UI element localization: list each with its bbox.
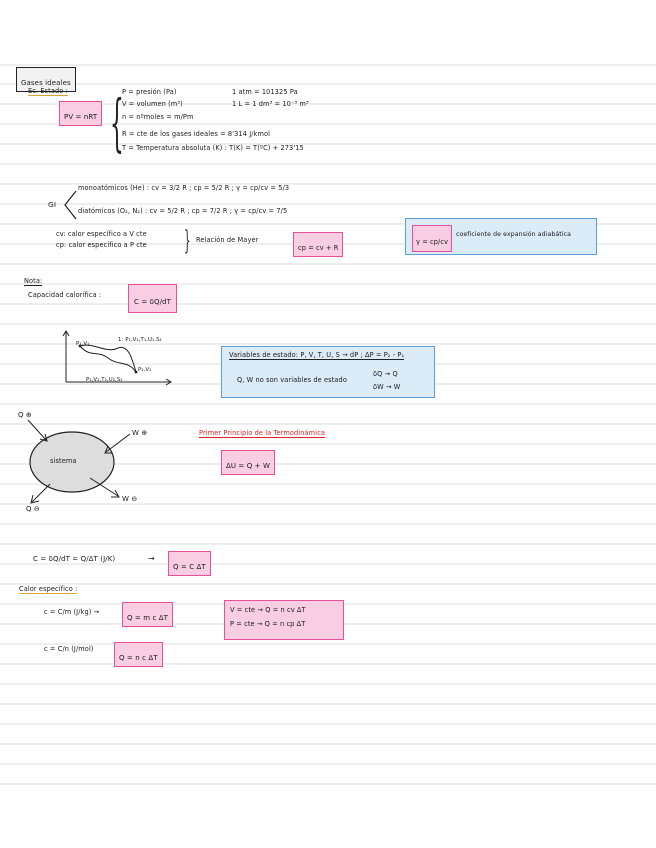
- c-mass-result-box: [122, 602, 173, 627]
- cp-def: cp: calor específico a P cte: [56, 241, 147, 249]
- calor-heading: Calor específico :: [19, 585, 78, 593]
- v-cte: V = cte → Q = n cv ΔT: [230, 606, 306, 614]
- estado-equation: PV = nRT: [64, 113, 98, 121]
- p-cte: P = cte → Q = n cp ΔT: [230, 620, 306, 628]
- variables-line3b: δW → W: [373, 383, 401, 391]
- estado-def-n: n = nºmoles = m/Pm: [122, 113, 194, 121]
- arrow-w-in: [106, 434, 130, 452]
- estado-brace: {: [110, 86, 124, 159]
- variables-line3a: δQ → Q: [373, 370, 398, 378]
- w-in-label: W ⊕: [132, 429, 148, 437]
- conv-atm: 1 atm = 101325 Pa: [232, 88, 298, 96]
- gi-label: GI: [48, 200, 57, 209]
- nota-heading: Nota:: [24, 277, 43, 285]
- conv-litre: 1 L = 1 dm³ = 10⁻³ m³: [232, 100, 309, 108]
- page-title: Gases ideales: [21, 79, 71, 87]
- gi-mono: monoatómicos (He) : cv = 3/2 R ; cp = 5/2 R ; γ = cp/cv = 5/3: [78, 184, 290, 192]
- arrow-q-out: [32, 484, 50, 502]
- q-in-label: Q ⊕: [18, 411, 32, 419]
- estado-equation-box: [59, 101, 102, 126]
- arrow-q-in: [28, 420, 46, 440]
- capacidad-eq: C = δQ/dT: [134, 298, 171, 306]
- pv-label-state: 1: P₁,V₁,T₁,U₁,S₁: [118, 337, 162, 343]
- cv-def: cv: calor específico a V cte: [56, 230, 147, 238]
- c-mol: c = C/n (J/mol): [44, 645, 94, 653]
- variables-line2: Q, W no son variables de estado: [237, 376, 347, 384]
- capacidad-eq-box: [128, 284, 177, 313]
- sistema-label: sistema: [50, 457, 77, 465]
- estado-def-r: R = cte de los gases ideales = 8'314 J/kmol: [122, 130, 271, 138]
- gamma-eq-box: [412, 225, 452, 252]
- mayer-label: Relación de Mayer: [196, 236, 259, 244]
- c-mass: c = C/m (J/kg) →: [44, 608, 100, 616]
- gamma-text: coeficiente de expansión adiabática: [456, 231, 572, 238]
- c-mol-result-box: [114, 642, 163, 667]
- estado-heading: Ec. Estado :: [28, 87, 68, 95]
- estado-def-v: V = volumen (m³): [122, 100, 183, 108]
- pv-label-p2: P₂,V₂: [138, 367, 152, 373]
- primer-heading: Primer Principio de la Termodinámica: [199, 429, 325, 437]
- calor-arrow: →: [148, 554, 155, 563]
- estado-def-t: T = Temperatura absoluta (K) : T(K) = T(ºC) + 273'15: [122, 144, 304, 152]
- gi-di: diatómicos (O₂, N₂) : cv = 5/2 R ; cp = 7/2 R ; γ = cp/cv = 7/5: [78, 207, 288, 215]
- mayer-brace: }: [184, 226, 191, 256]
- gamma-eq: γ = cp/cv: [416, 238, 449, 246]
- calor-eq-line: C = δQ/dT = Q/ΔT (J/K): [33, 555, 116, 563]
- gi-fork: [62, 188, 78, 222]
- mayer-eq-box: [293, 232, 343, 257]
- calor-result: Q = C ΔT: [173, 563, 206, 571]
- c-mass-result: Q = m c ΔT: [127, 614, 169, 622]
- sistema-diagram: [10, 404, 160, 516]
- estado-def-p: P = presión (Pa): [122, 88, 177, 96]
- mayer-eq: cp = cv + R: [298, 244, 339, 252]
- pv-label-bottom: P₂,V₂,T₂,U₂,S₂: [86, 377, 123, 383]
- capacidad-label: Capacidad calorífica :: [28, 291, 102, 299]
- primer-eq-box: [221, 450, 275, 475]
- primer-eq: ΔU = Q + W: [226, 462, 270, 470]
- w-out-label: W ⊖: [122, 495, 138, 503]
- calor-result-box: [168, 551, 211, 576]
- c-mol-result: Q = n c ΔT: [119, 654, 158, 662]
- variables-line1: Variables de estado: P, V, T, U, S → dP ; ΔP = P₂ - P₁: [229, 351, 405, 359]
- q-out-label: Q ⊖: [26, 505, 40, 513]
- pv-label-p1: P₁,V₁: [76, 341, 90, 347]
